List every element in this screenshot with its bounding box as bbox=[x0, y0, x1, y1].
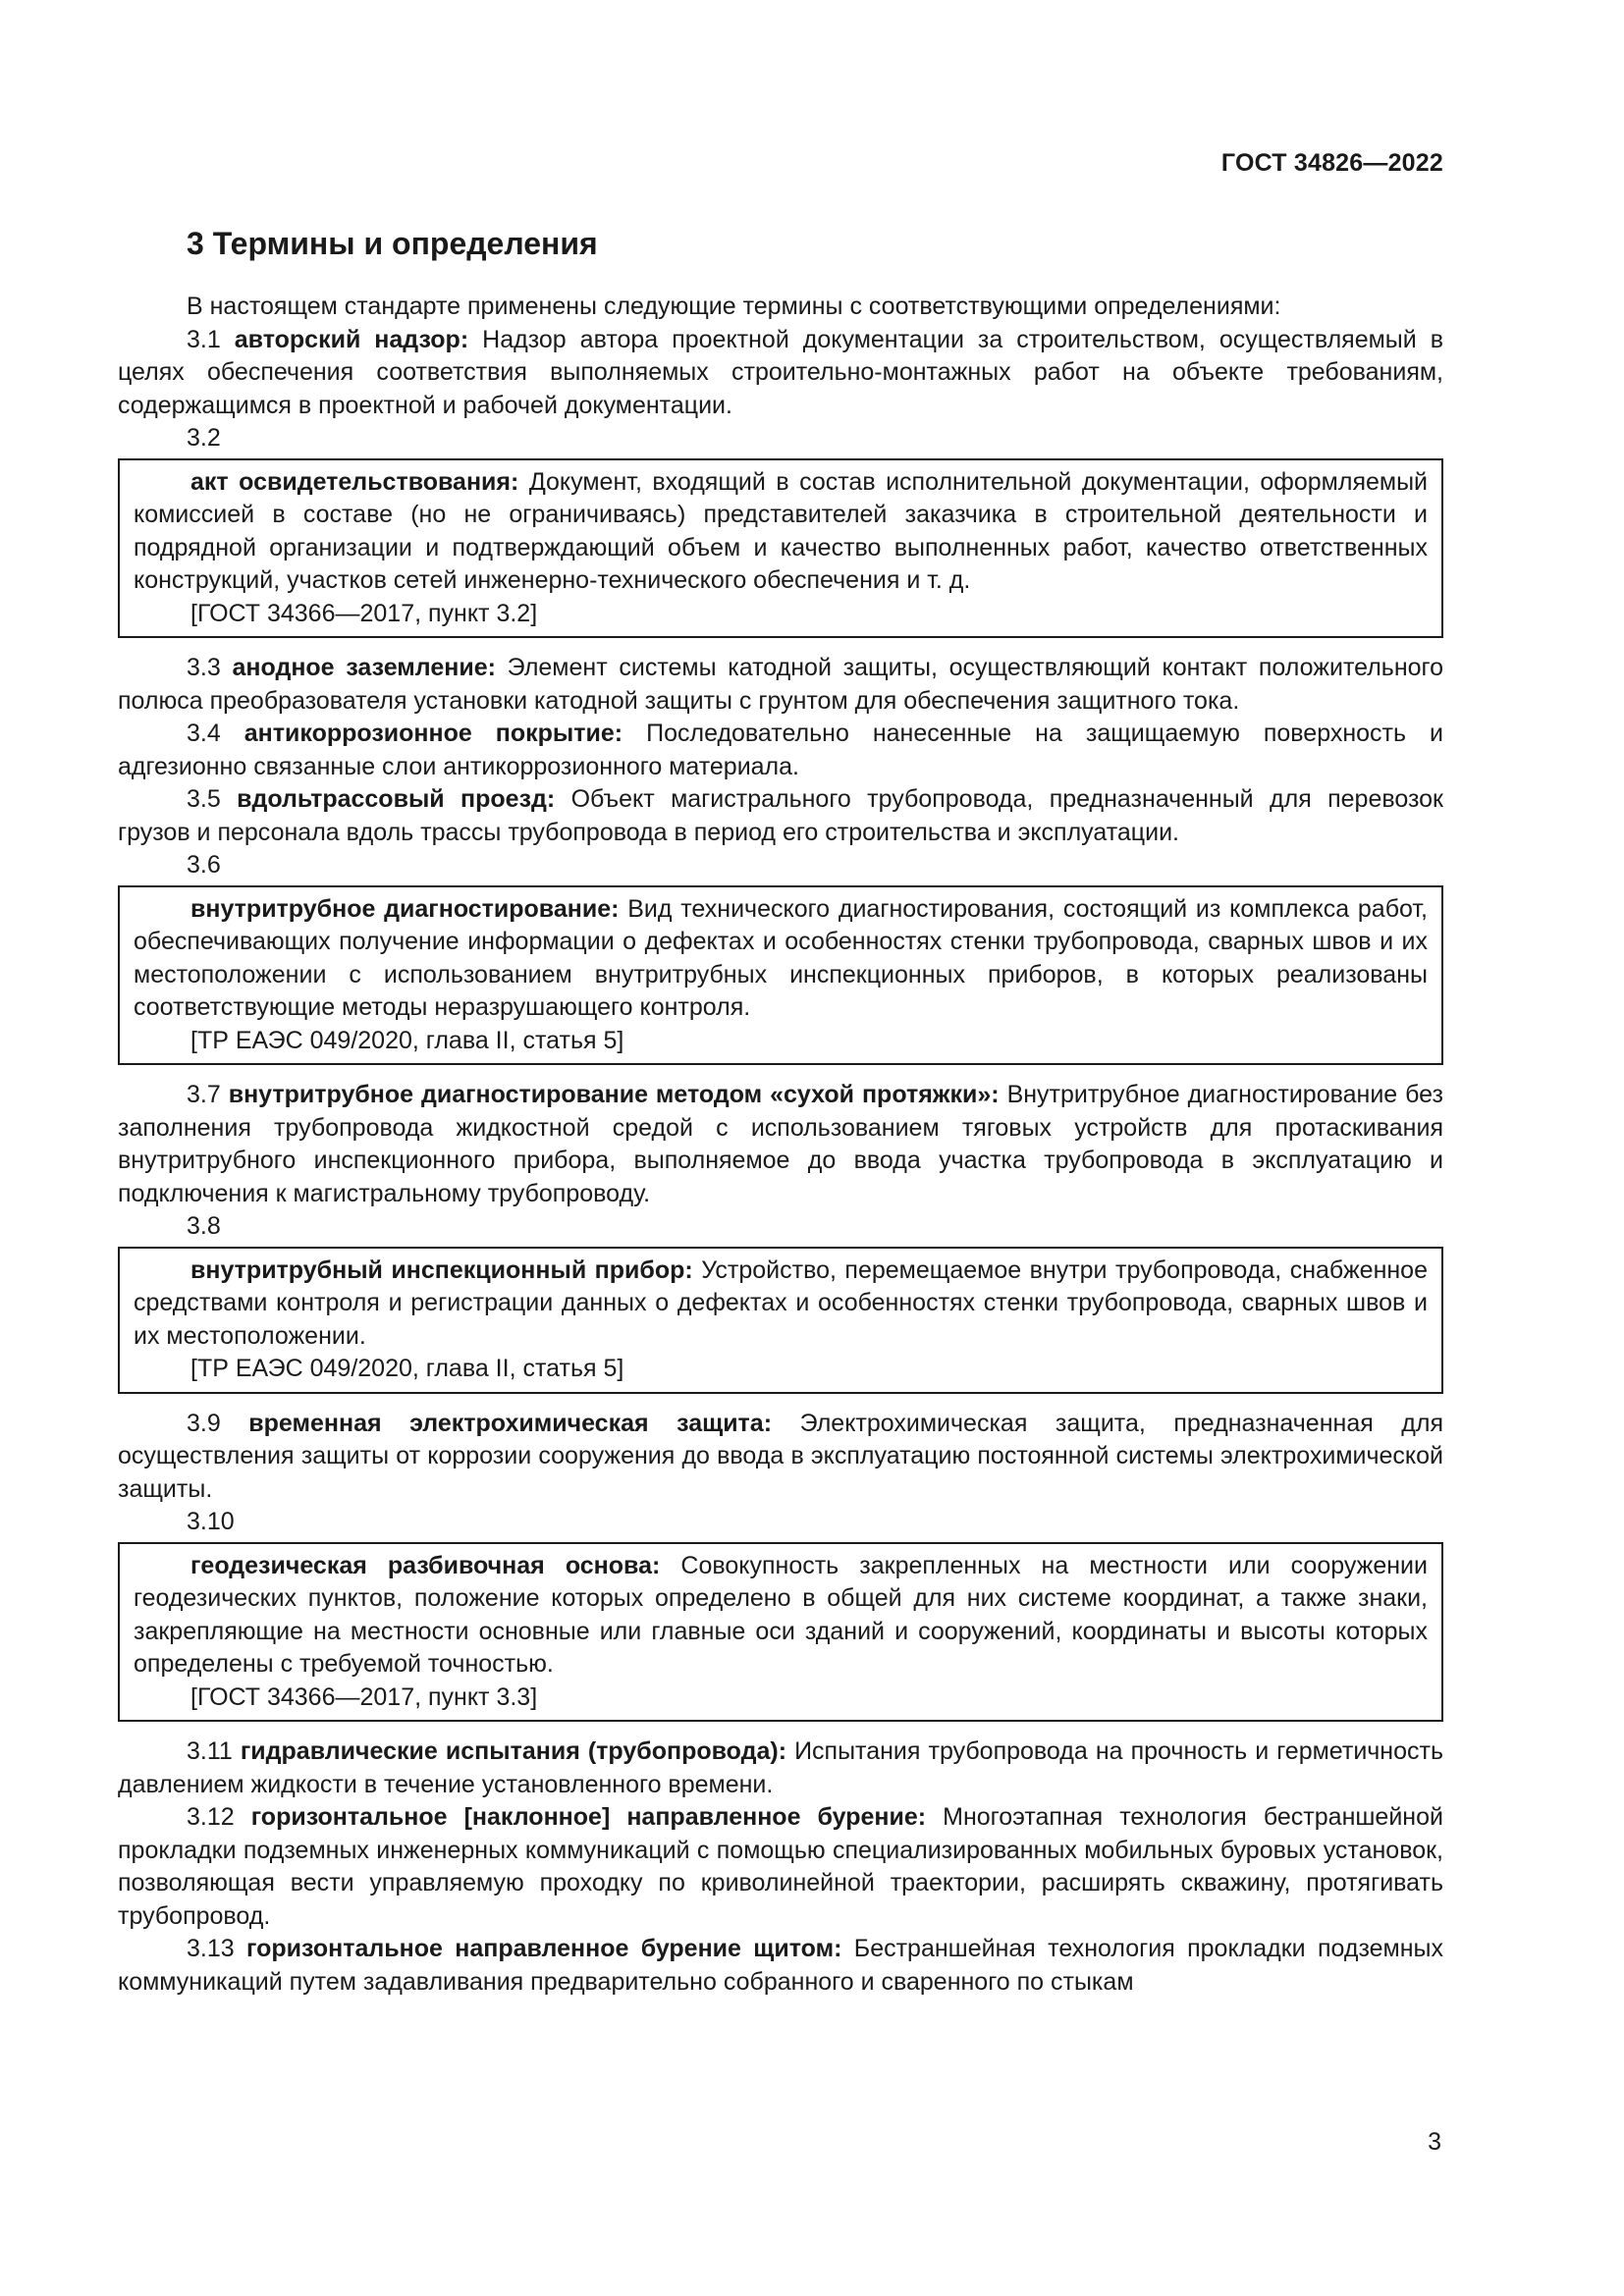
term-number: 3.6 bbox=[187, 851, 221, 879]
term-definition: Электрохимическая защита, предназначенная для осуществления защиты от коррозии сооружения до ввода в эксплуатацию постоянной системы электрохимической защиты. bbox=[118, 1409, 1444, 1503]
term-box bbox=[118, 1542, 1443, 1723]
term-entry bbox=[134, 893, 1428, 1025]
term-entry: 3.5 вдольтрассовый проезд: Объект магистрального трубопровода, предназначенный для перевозок грузов и персонала вдоль трассы трубопровода в период его строительства и эксплуатации. bbox=[118, 785, 1443, 846]
term-definition: Элемент системы катодной защиты, осуществляющий контакт положительного полюса преобразователя установки катодной защиты с грунтом для обеспечения защитного тока. bbox=[118, 654, 1444, 715]
term-definition: Испытания трубопровода на прочность и герметичность давлением жидкости в течение установленного времени. bbox=[118, 1737, 1443, 1798]
term-entry: 3.1 авторский надзор: Надзор автора проектной документации за строительством, осуществляемый в целях обеспечения соответствия выполняемых строительно-монтажных работ на объекте требованиям, содержащимся в проектной и рабочей документации. bbox=[118, 325, 1443, 419]
term-definition: Многоэтапная технология бестраншейной прокладки подземных инженерных коммуникаций с помощью специализированных мобильных буровых установок, позволяющая вести управляемую проходку по криволинейной траектории, расширять скважину, протягивать трубопровод. bbox=[118, 1803, 1443, 1930]
term-name: внутритрубное диагностирование: bbox=[190, 894, 620, 923]
term-number: 3.8 bbox=[187, 1212, 221, 1240]
term-number: 3.10 bbox=[187, 1508, 235, 1535]
term-definition: Бестраншейная технология прокладки подземных коммуникаций путем задавливания предварительно собранного и сваренного по стыкам bbox=[118, 1935, 1444, 1996]
term-definition: Документ, входящий в состав исполнительной документации, оформляемый комиссией в составе (но не ограничиваясь) представителей заказчика в строительной деятельности и подрядной организации и подтверждающий объем и качество выполненных работ, качество ответственных конструкций, участков сетей инженерно-технического обеспечения и т. д. bbox=[134, 467, 1429, 594]
section-intro: В настоящем стандарте применены следующие термины с соответствующими определениями: bbox=[187, 293, 1281, 320]
term-source: [ГОСТ 34366—2017, пункт 3.2] bbox=[190, 599, 538, 627]
term-name: горизонтальное [наклонное] направленное бурение: bbox=[250, 1803, 927, 1831]
term-definition: Надзор автора проектной документации за строительством, осуществляемый в целях обеспечения соответствия выполняемых строительно-монтажных работ на объекте требованиям, содержащимся в проектной и рабочей документации. bbox=[118, 325, 1443, 419]
term-name: внутритрубное диагностирование методом «сухой протяжки»: bbox=[228, 1081, 1000, 1108]
term-definition: Совокупность закрепленных на местности или сооружении геодезических пунктов, положение которых определено в общей для них системе координат, а также знаки, закрепляющие на местности основные или главные оси зданий и сооружений, координаты и высоты которых определены с требуемой точностью. bbox=[134, 1551, 1428, 1678]
term-source: [ГОСТ 34366—2017, пункт 3.3] bbox=[190, 1682, 538, 1711]
term-entry: 3.13 горизонтальное направленное бурение щитом: Бестраншейная технология прокладки подземных коммуникаций путем задавливания предварительно собранного и сваренного по стыкам bbox=[118, 1935, 1444, 1996]
document-code: ГОСТ 34826—2022 bbox=[1220, 149, 1443, 177]
term-definition: Внутритрубное диагностирование без заполнения трубопровода жидкостной средой с использованием тяговых устройств для протаскивания внутритрубного инспекционного прибора, выполняемое до ввода участка трубопровода в эксплуатацию и подключения к магистральному трубопроводу. bbox=[118, 1081, 1443, 1207]
term-name: антикоррозионное покрытие: bbox=[244, 720, 623, 747]
term-entry: 3.11 гидравлические испытания (трубопровода): Испытания трубопровода на прочность и герметичность давлением жидкости в течение установленного времени. bbox=[118, 1737, 1443, 1798]
term-entry: 3.12 горизонтальное [наклонное] направленное бурение: Многоэтапная технология бестраншейной прокладки подземных инженерных коммуникаций с помощью специализированных мобильных буровых установок, позволяющая вести управляемую проходку по криволинейной траектории, расширять скважину, протягивать трубопровод. bbox=[118, 1803, 1443, 1930]
term-name: акт освидетельствования: bbox=[190, 467, 519, 496]
term-source: [ТР ЕАЭС 049/2020, глава II, статья 5] bbox=[190, 1026, 624, 1054]
term-name: вдольтрассовый проезд: bbox=[237, 785, 556, 813]
term-entry: 3.7 внутритрубное диагностирование методом «сухой протяжки»: Внутритрубное диагностирование без заполнения трубопровода жидкостной средой с использованием тяговых устройств для протаскивания внутритрубного инспекционного прибора, выполняемое до ввода участка трубопровода в эксплуатацию и подключения к магистральному трубопроводу. bbox=[118, 1081, 1443, 1207]
term-box bbox=[118, 1247, 1443, 1394]
term-entry: 3.9 временная электрохимическая защита: Электрохимическая защита, предназначенная для осуществления защиты от коррозии сооружения до ввода в эксплуатацию постоянной системы электрохимической защиты. bbox=[118, 1409, 1444, 1503]
term-name: анодное заземление: bbox=[232, 654, 496, 681]
page-content bbox=[118, 224, 1443, 1999]
term-name: временная электрохимическая защита: bbox=[248, 1409, 773, 1437]
term-definition: Устройство, перемещаемое внутри трубопровода, снабженное средствами контроля и регистрации данных о дефектах и особенностях стенки трубопровода, сварных швов и их местоположении. bbox=[134, 1255, 1428, 1350]
section-title: 3 Термины и определения bbox=[187, 226, 598, 261]
term-entry bbox=[134, 466, 1428, 598]
term-name: авторский надзор: bbox=[234, 325, 469, 353]
term-name: внутритрубный инспекционный прибор: bbox=[190, 1255, 693, 1284]
term-entry bbox=[134, 1550, 1428, 1682]
term-source: [ТР ЕАЭС 049/2020, глава II, статья 5] bbox=[190, 1355, 624, 1382]
term-definition: Объект магистрального трубопровода, предназначенный для перевозок грузов и персонала вдоль трассы трубопровода в период его строительства и эксплуатации. bbox=[118, 785, 1443, 846]
term-name: геодезическая разбивочная основа: bbox=[190, 1551, 661, 1579]
page-number: 3 bbox=[1428, 2128, 1441, 2156]
term-entry: 3.4 антикоррозионное покрытие: Последовательно нанесенные на защищаемую поверхность и адгезионно связанные слои антикоррозионного материала. bbox=[118, 720, 1443, 780]
term-entry: 3.3 анодное заземление: Элемент системы катодной защиты, осуществляющий контакт положительного полюса преобразователя установки катодной защиты с грунтом для обеспечения защитного тока. bbox=[118, 654, 1444, 715]
term-name: горизонтальное направленное бурение щитом: bbox=[246, 1935, 842, 1962]
term-box bbox=[118, 885, 1443, 1066]
term-definition: Вид технического диагностирования, состоящий из комплекса работ, обеспечивающих получение информации о дефектах и особенностях стенки трубопровода, сварных швов и их местоположении с использованием внутритрубных инспекционных приборов, в которых реализованы соответствующие методы неразрушающего контроля. bbox=[134, 894, 1428, 1021]
term-name: гидравлические испытания (трубопровода): bbox=[240, 1737, 787, 1765]
term-box bbox=[118, 458, 1443, 639]
term-number: 3.2 bbox=[187, 424, 221, 452]
term-definition: Последовательно нанесенные на защищаемую поверхность и адгезионно связанные слои антикоррозионного материала. bbox=[118, 720, 1443, 780]
term-entry bbox=[134, 1255, 1428, 1354]
